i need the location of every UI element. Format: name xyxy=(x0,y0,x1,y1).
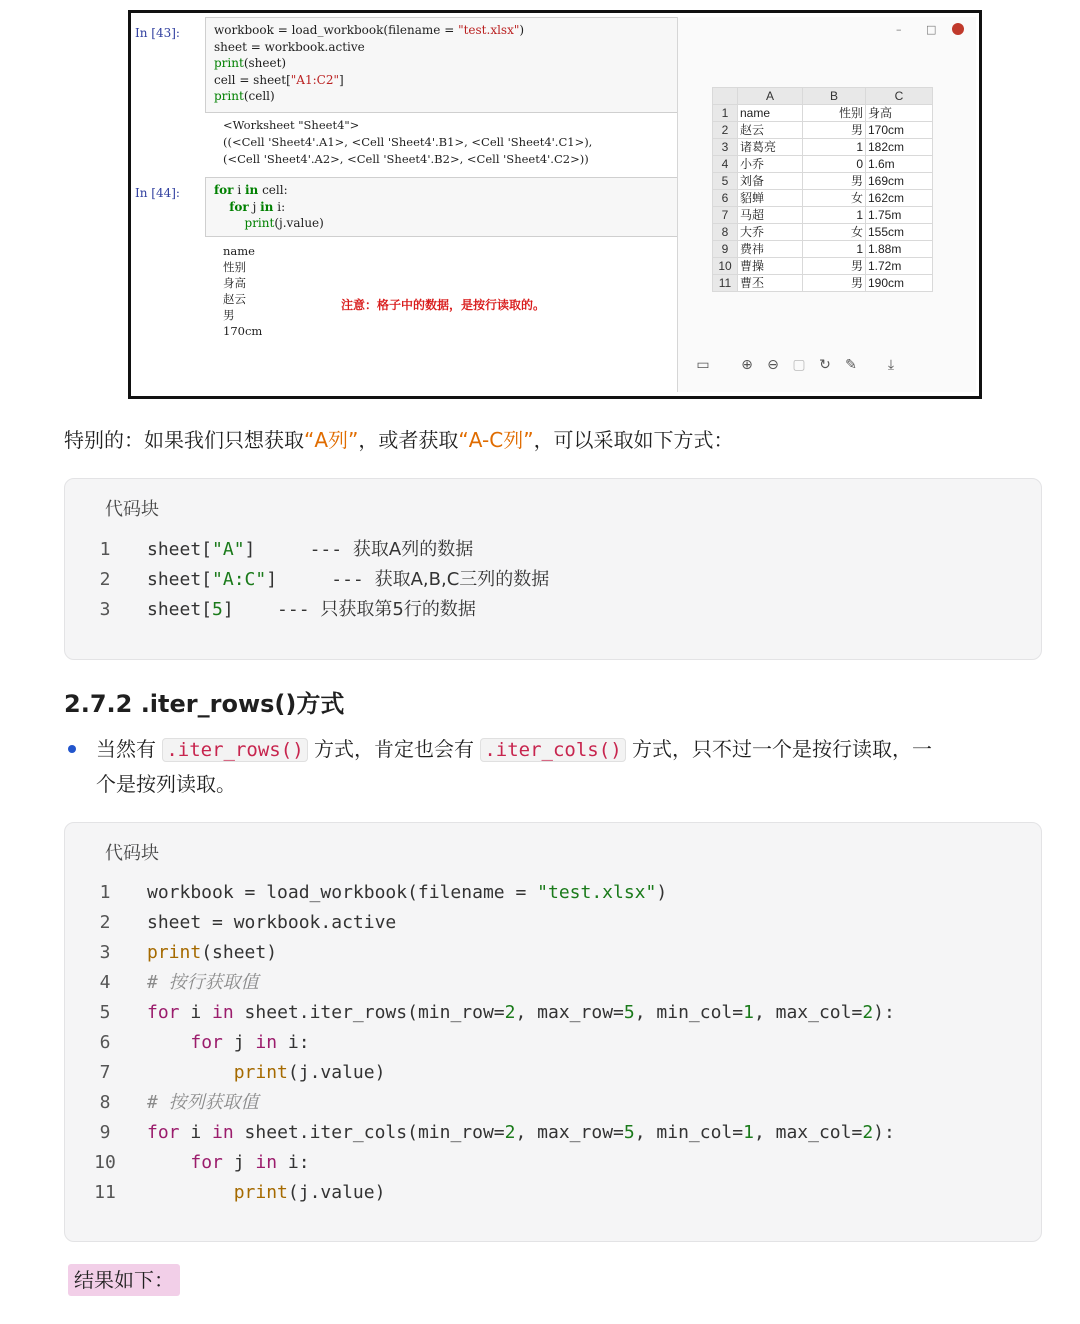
sheet-cell[interactable]: 曹操 xyxy=(738,258,803,275)
code-text: for j in i: xyxy=(190,1152,310,1173)
row-header[interactable]: 6 xyxy=(713,190,738,207)
code-block-title: 代码块 xyxy=(105,843,159,864)
sheet-row xyxy=(713,241,933,258)
row-header[interactable]: 10 xyxy=(713,258,738,275)
sheet-cell[interactable]: 貂蝉 xyxy=(738,190,803,207)
row-header[interactable]: 8 xyxy=(713,224,738,241)
sheet-row xyxy=(713,122,933,139)
sheet-cell[interactable]: 182cm xyxy=(866,139,933,156)
cell-input[interactable] xyxy=(205,17,677,113)
sheet-cell[interactable]: 1.88m xyxy=(866,241,933,258)
line-number: 5 xyxy=(99,1002,111,1023)
code-text: for i in sheet.iter_rows(min_row=2, max_row=5, min_col=1, max_col=2): xyxy=(147,1002,895,1023)
line-number: 2 xyxy=(99,912,111,933)
sheet-row xyxy=(713,275,933,292)
sheet-cell[interactable]: 曹丕 xyxy=(738,275,803,292)
rotate-icon[interactable]: ↻ xyxy=(819,357,831,373)
sheet-row xyxy=(713,258,933,275)
sheet-cell[interactable]: 诸葛亮 xyxy=(738,139,803,156)
row-header[interactable]: 11 xyxy=(713,275,738,292)
sheet-cell[interactable]: 1 xyxy=(803,207,866,224)
jupyter-notebook xyxy=(131,13,677,396)
code-line: print(j.value) xyxy=(244,216,324,230)
code-line xyxy=(65,878,1041,908)
zoom-in-icon[interactable]: ⊕ xyxy=(741,357,753,373)
code-line xyxy=(65,1088,1041,1118)
line-number: 2 xyxy=(99,569,111,590)
cell-input[interactable] xyxy=(205,177,677,237)
sheet-cell[interactable]: 女 xyxy=(803,190,866,207)
sheet-cell[interactable]: 162cm xyxy=(866,190,933,207)
fit-icon[interactable]: ▢ xyxy=(792,357,806,373)
code-text: # 按行获取值 xyxy=(147,972,259,993)
bullet-paragraph: 当然有 .iter_rows() 方式，肯定也会有 .iter_cols() 方式，只不过一个是按行读取，一 个是按列读取。 xyxy=(96,737,932,796)
column-header[interactable]: A xyxy=(738,88,803,105)
code-text: sheet = workbook.active xyxy=(147,912,397,933)
sheet-cell[interactable]: 男 xyxy=(803,173,866,190)
result-label: 结果如下： xyxy=(68,1264,180,1296)
code-text: for j in i: xyxy=(190,1032,310,1053)
bullet-dot xyxy=(68,745,76,753)
code-line: sheet = workbook.active xyxy=(214,39,365,54)
cell-output: <Worksheet "Sheet4"> ((<Cell 'Sheet4'.A1>, <Cell 'Sheet4'.B1>, <Cell 'Sheet4'.C1>), (<Cell 'Sheet4'.A2>, <Cell 'Sheet4'.B2>, <Cell 'Sheet4'.C2>)) xyxy=(223,118,593,166)
inline-code: .iter_rows() xyxy=(162,738,307,762)
sheet-cell[interactable]: 费祎 xyxy=(738,241,803,258)
code-block-1 xyxy=(64,478,1042,660)
corner-cell[interactable] xyxy=(713,88,738,105)
code-text: print(sheet) xyxy=(147,942,278,963)
sheet-cell[interactable]: 1.72m xyxy=(866,258,933,275)
sheet-cell[interactable]: 小乔 xyxy=(738,156,803,173)
sheet-cell[interactable]: 1.75m xyxy=(866,207,933,224)
sheet-row xyxy=(713,207,933,224)
code-text: print(j.value) xyxy=(233,1062,386,1083)
cell-prompt: In [44]: xyxy=(135,186,180,200)
column-header[interactable]: C xyxy=(866,88,933,105)
code-line: for i in cell: xyxy=(214,183,288,197)
code-line xyxy=(65,968,1041,998)
sheet-row xyxy=(713,224,933,241)
line-number: 8 xyxy=(99,1092,111,1113)
code-line: print(sheet) xyxy=(214,56,287,70)
row-header[interactable]: 4 xyxy=(713,156,738,173)
line-number: 3 xyxy=(99,942,111,963)
code-block-2 xyxy=(64,822,1042,1242)
sheet-cell[interactable]: 赵云 xyxy=(738,122,803,139)
minimize-button[interactable]: – xyxy=(896,23,902,36)
line-number: 3 xyxy=(99,599,111,620)
sheet-row xyxy=(713,173,933,190)
cell-output: name 性别 身高 赵云 男 170cm xyxy=(223,244,263,338)
sheet-cell[interactable]: 身高 xyxy=(866,105,933,122)
red-note: 注意：格子中的数据，是按行读取的。 xyxy=(341,298,546,312)
sheet-cell[interactable]: 男 xyxy=(803,122,866,139)
code-line xyxy=(65,1028,1041,1058)
zoom-out-icon[interactable]: ⊖ xyxy=(767,357,779,373)
sheet-cell[interactable]: 170cm xyxy=(866,122,933,139)
edit-icon[interactable]: ✎ xyxy=(845,357,857,373)
code-text: sheet["A:C"] --- 获取A,B,C三列的数据 xyxy=(147,569,550,590)
code-line: print(cell) xyxy=(214,89,275,103)
code-line xyxy=(65,535,1041,565)
section-heading: 2.7.2 .iter_rows()方式 xyxy=(64,690,345,718)
app-icon xyxy=(952,23,964,35)
code-text: # 按列获取值 xyxy=(147,1092,259,1113)
save-icon[interactable]: ▭ xyxy=(696,357,710,373)
column-header[interactable]: B xyxy=(803,88,866,105)
sheet-cell[interactable]: 1 xyxy=(803,139,866,156)
code-text: workbook = load_workbook(filename = "test.xlsx") xyxy=(147,882,668,903)
line-number: 1 xyxy=(99,882,111,903)
line-number: 6 xyxy=(99,1032,111,1053)
row-header[interactable]: 3 xyxy=(713,139,738,156)
sheet-cell[interactable]: 190cm xyxy=(866,275,933,292)
code-text: for i in sheet.iter_cols(min_row=2, max_row=5, min_col=1, max_col=2): xyxy=(147,1122,895,1143)
row-header[interactable]: 5 xyxy=(713,173,738,190)
line-number: 7 xyxy=(99,1062,111,1083)
code-line xyxy=(65,595,1041,625)
row-header[interactable]: 1 xyxy=(713,105,738,122)
embedded-screenshot xyxy=(128,10,982,399)
sheet-cell[interactable]: 155cm xyxy=(866,224,933,241)
code-line xyxy=(65,1058,1041,1088)
cell-prompt: In [43]: xyxy=(135,26,180,40)
row-header[interactable]: 9 xyxy=(713,241,738,258)
code-line xyxy=(65,1178,1041,1208)
code-block-title: 代码块 xyxy=(105,499,159,520)
sheet-cell[interactable]: 马超 xyxy=(738,207,803,224)
sheet-cell[interactable]: 男 xyxy=(803,275,866,292)
line-number: 4 xyxy=(99,972,111,993)
excel-viewer xyxy=(677,17,976,392)
sheet-cell[interactable]: 0 xyxy=(803,156,866,173)
sheet-cell[interactable]: 性别 xyxy=(803,105,866,122)
inline-code: .iter_cols() xyxy=(480,738,625,762)
sheet-cell[interactable]: 169cm xyxy=(866,173,933,190)
download-icon[interactable]: ⤓ xyxy=(887,357,895,373)
line-number: 9 xyxy=(99,1122,111,1143)
sheet-row xyxy=(713,156,933,173)
row-header[interactable]: 7 xyxy=(713,207,738,224)
code-text: sheet["A"] --- 获取A列的数据 xyxy=(147,539,474,560)
code-text: print(j.value) xyxy=(233,1182,386,1203)
sheet-cell[interactable]: 1.6m xyxy=(866,156,933,173)
sheet-cell[interactable]: 大乔 xyxy=(738,224,803,241)
code-line xyxy=(65,565,1041,595)
code-text: sheet[5] --- 只获取第5行的数据 xyxy=(147,599,476,620)
line-number: 10 xyxy=(94,1152,116,1173)
code-line xyxy=(65,908,1041,938)
line-number: 1 xyxy=(99,539,111,560)
sheet-cell[interactable]: 1 xyxy=(803,241,866,258)
intro-paragraph: 特别的：如果我们只想获取“A列”，或者获取“A-C列”，可以采取如下方式： xyxy=(64,428,734,452)
sheet-row xyxy=(713,139,933,156)
code-line: cell = sheet["A1:C2"] xyxy=(214,72,344,87)
sheet-cell[interactable]: 男 xyxy=(803,258,866,275)
viewer-toolbar xyxy=(690,355,904,375)
sheet-cell[interactable]: 刘备 xyxy=(738,173,803,190)
code-line xyxy=(65,1118,1041,1148)
code-line: for j in i: xyxy=(229,199,286,214)
sheet-cell[interactable]: 女 xyxy=(803,224,866,241)
code-line xyxy=(65,1148,1041,1178)
maximize-button[interactable]: □ xyxy=(926,23,937,36)
sheet-row xyxy=(713,105,933,122)
sheet-row xyxy=(713,190,933,207)
code-line: workbook = load_workbook(filename = "test.xlsx") xyxy=(214,23,525,37)
row-header[interactable]: 2 xyxy=(713,122,738,139)
sheet-cell[interactable]: name xyxy=(738,105,803,122)
code-line xyxy=(65,938,1041,968)
spreadsheet-grid xyxy=(712,87,933,292)
code-line xyxy=(65,998,1041,1028)
line-number: 11 xyxy=(94,1182,116,1203)
